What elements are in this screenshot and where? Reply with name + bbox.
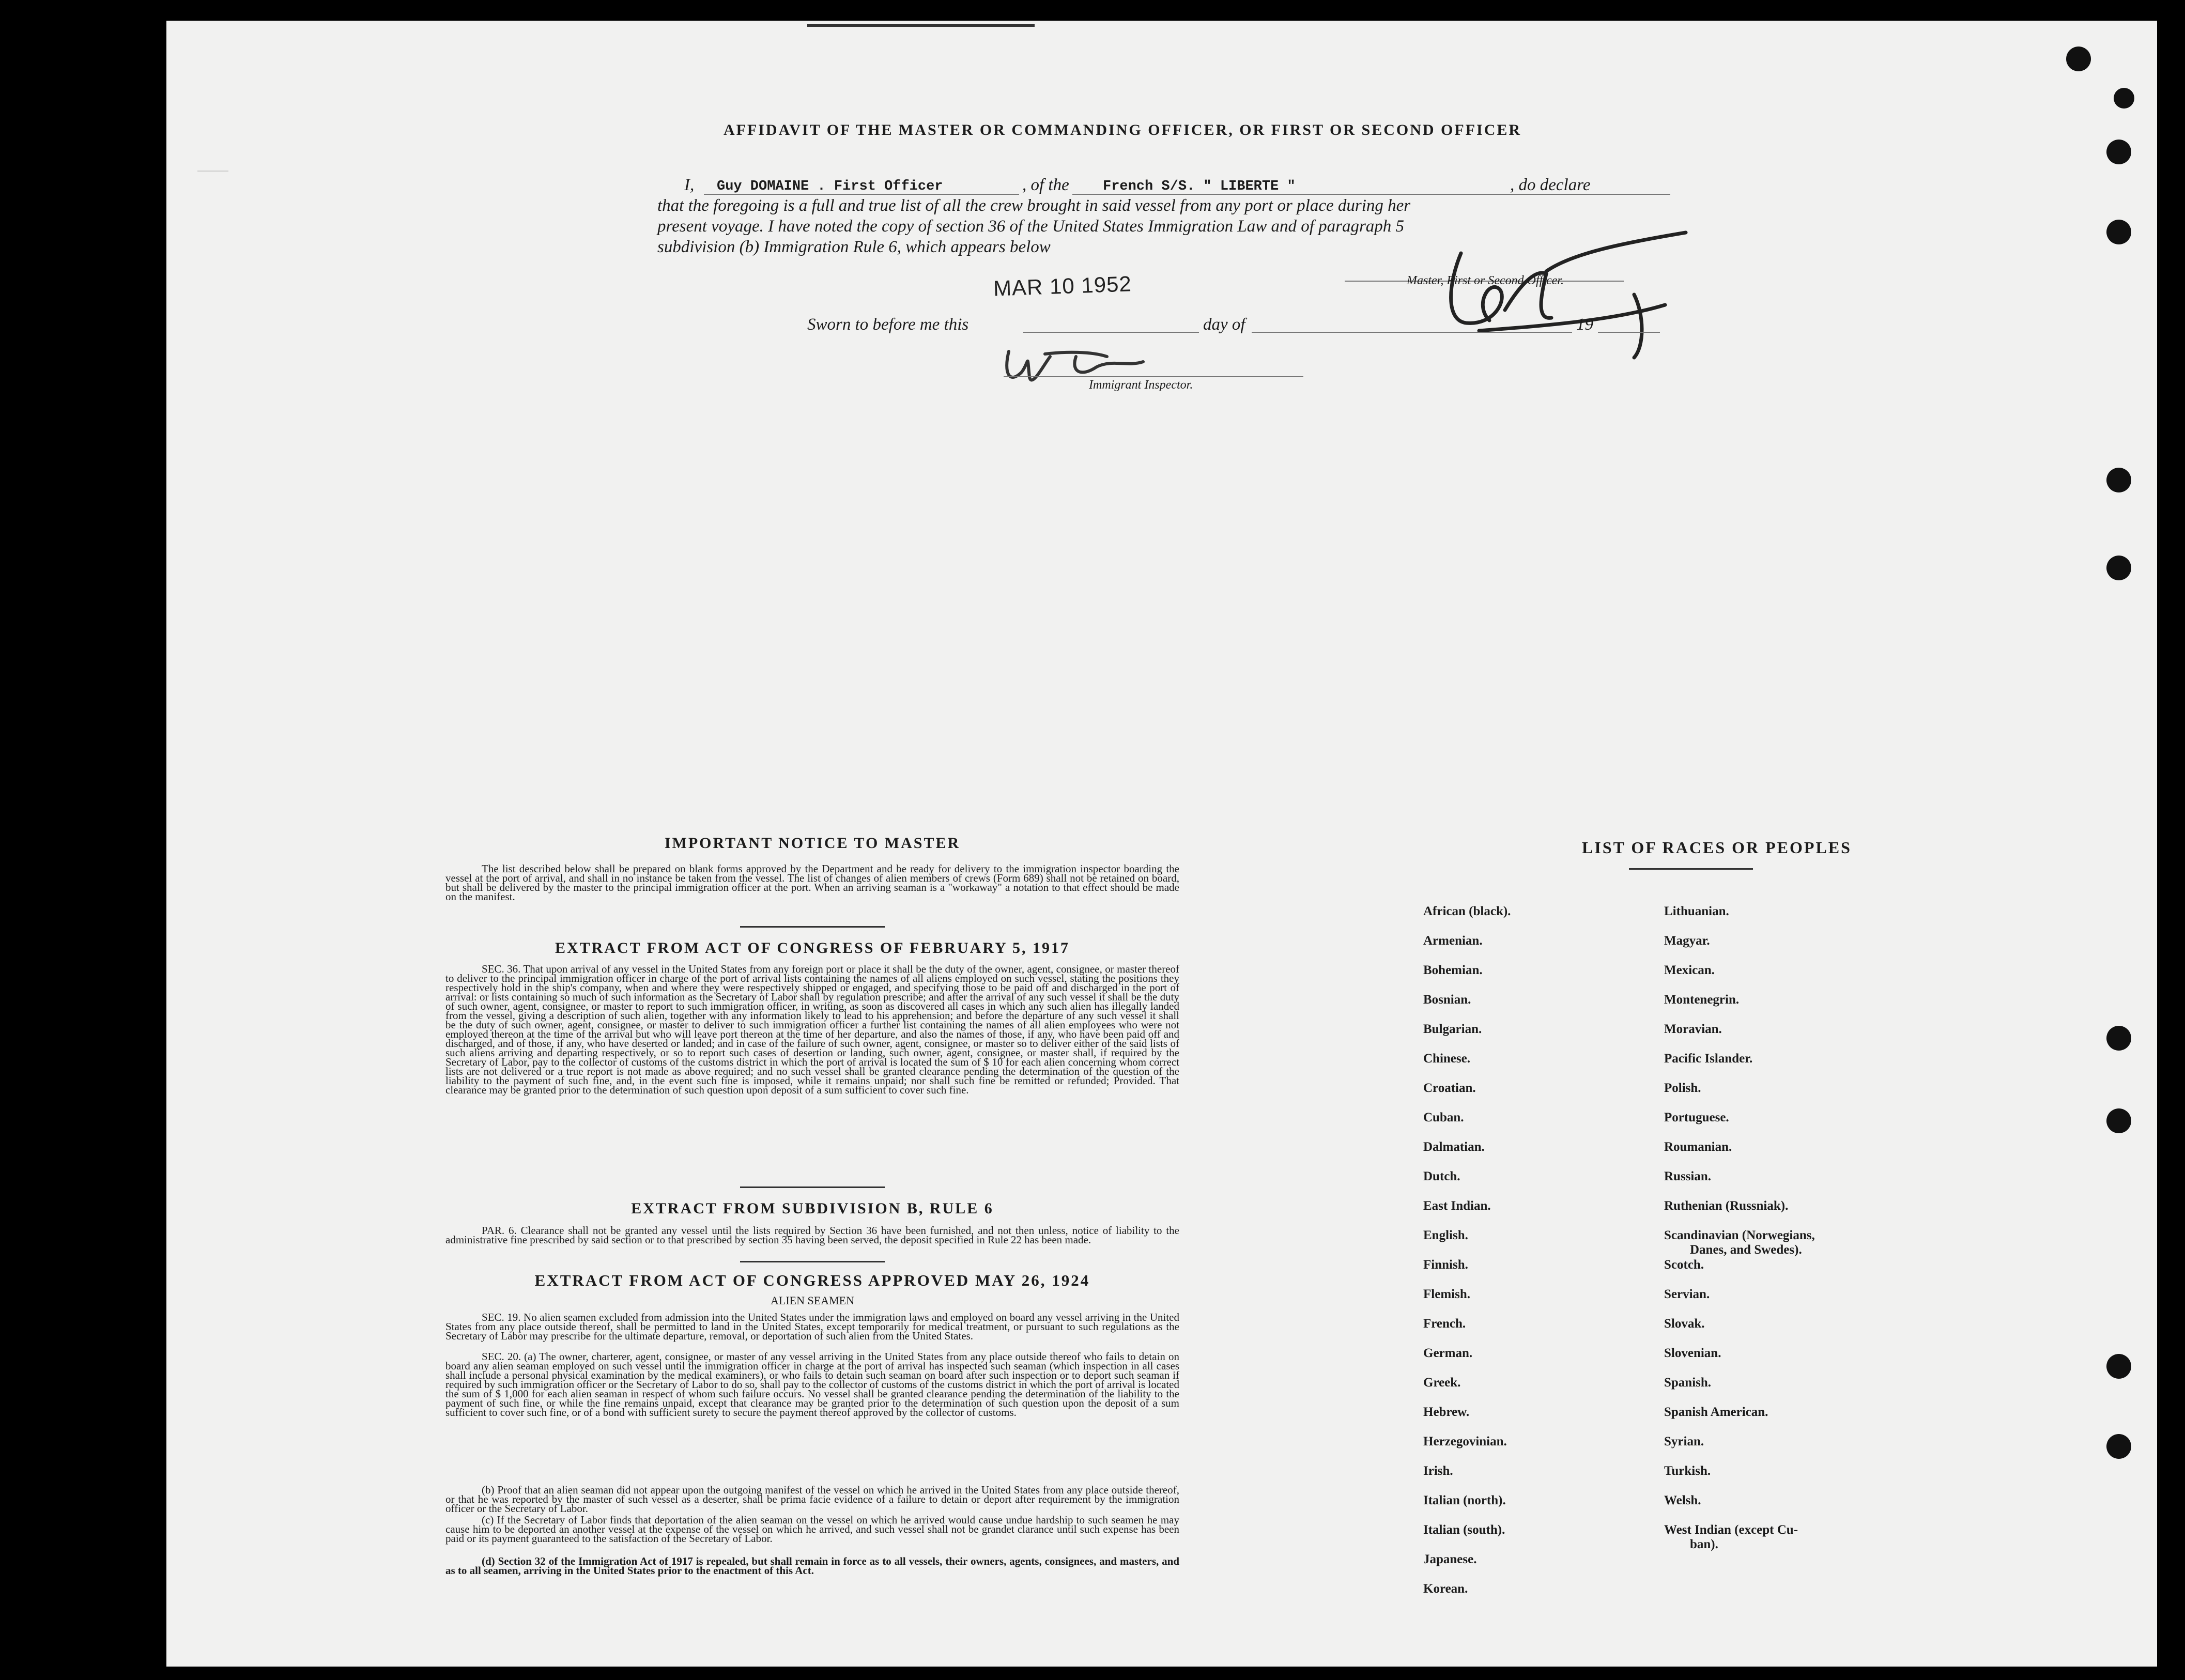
race-item: Hebrew. <box>1423 1405 1470 1419</box>
race-item: Montenegrin. <box>1664 993 1740 1007</box>
punch-hole <box>2106 140 2131 164</box>
race-item: Welsh. <box>1664 1493 1701 1507</box>
race-item: Spanish. <box>1664 1376 1712 1390</box>
punch-hole <box>2114 88 2134 109</box>
race-item: Scandinavian (Norwegians, <box>1664 1228 1815 1242</box>
scan-mark <box>807 24 1035 27</box>
race-item: Greek. <box>1423 1376 1461 1390</box>
alien-seamen-subtitle: ALIEN SEAMEN <box>771 1294 854 1307</box>
race-item: Dutch. <box>1423 1169 1460 1183</box>
declaration-i-label: I, <box>684 176 695 194</box>
sec-19-text: SEC. 19. No alien seamen excluded from admission into the United States under the immigration laws and employed on board any vessel arriving in the United States from any place outside thereof, shall be permitted to land in the United States, except temporarily for medical treatment, or pursuant to such regulations as the Secretary of Labor may prescribe for the ultimate departure, removal, or deportation of such alien from the United States. <box>445 1311 1179 1342</box>
races-title: LIST OF RACES OR PEOPLES <box>1582 838 1852 857</box>
sec-20c-text: (c) If the Secretary of Labor finds that deportation of the alien seaman on the vessel on which he arrived would cause undue hardship to such seamen he may cause him to be deported an another vessel at the expense of the vessel on which he arrived, and such vessel shall not be grandet clarance until such expense has been paid or its payment guaranteed to the satisfaction of the Secretary of Labor. <box>445 1514 1179 1545</box>
race-item: Japanese. <box>1423 1552 1477 1566</box>
inspector-signature-line <box>1004 376 1303 377</box>
race-item: Portuguese. <box>1664 1111 1729 1124</box>
year-label: 19 <box>1576 315 1593 334</box>
officer-signature <box>1417 222 1779 367</box>
extract-rule6-title: EXTRACT FROM SUBDIVISION B, RULE 6 <box>631 1200 994 1217</box>
divider <box>740 1186 885 1188</box>
race-item: Croatian. <box>1423 1081 1476 1095</box>
race-item: Lithuanian. <box>1664 904 1729 918</box>
race-item: African (black). <box>1423 904 1511 918</box>
date-stamp: MAR 10 1952 <box>993 271 1132 301</box>
officer-name-field: Guy DOMAINE . First Officer <box>717 179 943 194</box>
divider <box>1629 868 1753 870</box>
officer-signature-caption: Master, First or Second Officer. <box>1407 274 1564 287</box>
race-item: Bulgarian. <box>1423 1022 1482 1036</box>
declaration-line-3: present voyage. I have noted the copy of section 36 of the United States Immigration Law and of paragraph 5 <box>657 217 1405 236</box>
race-item: French. <box>1423 1317 1466 1331</box>
scan-mark <box>197 171 228 172</box>
race-item: Cuban. <box>1423 1111 1464 1124</box>
race-item: Danes, and Swedes). <box>1690 1243 1802 1257</box>
divider <box>740 926 885 928</box>
race-item: Irish. <box>1423 1464 1453 1478</box>
race-item: Servian. <box>1664 1287 1710 1301</box>
race-item: Mexican. <box>1664 963 1715 977</box>
vessel-name-field: French S/S. " LIBERTE " <box>1103 179 1296 194</box>
sworn-day-line <box>1023 332 1199 333</box>
punch-hole <box>2106 556 2131 580</box>
notice-title: IMPORTANT NOTICE TO MASTER <box>664 835 961 852</box>
inspector-signature-caption: Immigrant Inspector. <box>1089 378 1193 392</box>
race-item: Russian. <box>1664 1169 1712 1183</box>
declaration-line-4: subdivision (b) Immigration Rule 6, which appears below <box>657 238 1051 256</box>
race-item: Spanish American. <box>1664 1405 1768 1419</box>
race-item: East Indian. <box>1423 1199 1491 1213</box>
race-item: Syrian. <box>1664 1435 1704 1448</box>
sworn-label: Sworn to before me this <box>807 315 969 334</box>
sworn-month-line <box>1252 332 1572 333</box>
race-item: Flemish. <box>1423 1287 1470 1301</box>
race-item: Slovak. <box>1664 1317 1705 1331</box>
divider <box>740 1261 885 1262</box>
sec-20a-text: SEC. 20. (a) The owner, charterer, agent, consignee, or master of any vessel arriving in the United States from any place outside thereof who fails to detain on board any alien seaman employed on such vessel until the immigration officer in charge at the port of arrival has inspected such seaman (which inspection in all cases shall include a personal physical examination by the medical examiners), or who fails to detain such seaman on board after such inspection or to deport such seaman if required by such immigration officer or the Secretary of Labor to do so, shall pay to the collector of customs of the customs district in which the port of arrival is located the sum of $ 1,000 for each alien seaman in respect of whom such failure occurs. No vessel shall be granted clearance pending the determination of the liability to the payment of such fine, or while the fine remains unpaid, except that clearance may be granted prior to the determination of such question upon the deposit of a sum sufficient to cover such fine, or of a bond with sufficient surety to secure the payment thereof approved by the collector of customs. <box>445 1350 1179 1419</box>
notice-text: The list described below shall be prepared on blank forms approved by the Department and be ready for delivery to the immigration inspector boarding the vessel at the port of arrival, and shall in no instance be taken from the vessel. The list of changes of alien members of crews (Form 689) shall not be retained on board, but shall be delivered by the master to the principal immigration officer at the port. When an arriving seaman is a "workaway" a notation to that effect should be made on the manifest. <box>445 862 1179 903</box>
race-item: Magyar. <box>1664 934 1710 948</box>
sec-20b-text: (b) Proof that an alien seaman did not appear upon the outgoing manifest of the vessel on which he arrived in the United States from any place outside thereof, or that he was reported by the master of such vessel as a deserter, shall be prima facie evidence of a failure to detain or deport after requirement by the immigration officer or the Secretary of Labor. <box>445 1484 1179 1515</box>
race-item: Scotch. <box>1664 1258 1704 1272</box>
of-the-label: , of the <box>1019 176 1072 195</box>
document-page <box>166 21 2157 1667</box>
day-of-label: day of <box>1203 315 1245 334</box>
do-declare-label: , do declare <box>1510 176 1591 194</box>
punch-hole <box>2106 1026 2131 1051</box>
punch-hole <box>2106 1434 2131 1459</box>
race-item: Moravian. <box>1664 1022 1722 1036</box>
extract-1917-title: EXTRACT FROM ACT OF CONGRESS OF FEBRUARY 5, 1917 <box>555 939 1070 957</box>
race-item: Bosnian. <box>1423 993 1471 1007</box>
race-item: Polish. <box>1664 1081 1701 1095</box>
race-item: Italian (south). <box>1423 1523 1505 1537</box>
punch-hole <box>2106 468 2131 492</box>
affidavit-title: AFFIDAVIT OF THE MASTER OR COMMANDING OFFICER, OR FIRST OR SECOND OFFICER <box>723 121 1522 138</box>
race-item: Korean. <box>1423 1582 1468 1596</box>
sworn-year-line <box>1598 332 1660 333</box>
extract-1924-title: EXTRACT FROM ACT OF CONGRESS APPROVED MAY 26, 1924 <box>534 1271 1090 1289</box>
punch-hole <box>2106 220 2131 244</box>
race-item: Roumanian. <box>1664 1140 1732 1154</box>
race-item: Slovenian. <box>1664 1346 1721 1360</box>
race-item: Chinese. <box>1423 1052 1470 1066</box>
extract-rule6-text: PAR. 6. Clearance shall not be granted any vessel until the lists required by Section 36 have been furnished, and not then unless, notice of liability to the administrative fine prescribed by said section or to that prescribed by section 35 having been served, the deposit specified in Rule 22 has been made. <box>445 1224 1179 1246</box>
race-item: German. <box>1423 1346 1473 1360</box>
race-item: Ruthenian (Russniak). <box>1664 1199 1789 1213</box>
race-item: West Indian (except Cu- <box>1664 1523 1798 1537</box>
punch-hole <box>2106 1108 2131 1133</box>
race-item: Dalmatian. <box>1423 1140 1485 1154</box>
sec-20d-text: (d) Section 32 of the Immigration Act of 1917 is repealed, but shall remain in force as to all vessels, their owners, agents, consignees, and masters, and as to all seamen, arriving in the United States prior to the enactment of this Act. <box>445 1555 1179 1577</box>
race-item: English. <box>1423 1228 1468 1242</box>
declaration-line-2: that the foregoing is a full and true list of all the crew brought in said vessel from any port or place during her <box>657 196 1411 215</box>
race-item: Armenian. <box>1423 934 1483 948</box>
race-item: Turkish. <box>1664 1464 1711 1478</box>
race-item: Bohemian. <box>1423 963 1483 977</box>
punch-hole <box>2106 1354 2131 1379</box>
race-item: ban). <box>1690 1537 1718 1551</box>
extract-1917-text: SEC. 36. That upon arrival of any vessel in the United States from any foreign port or place it shall be the duty of the owner, agent, consignee, or master thereof to deliver to the principal immigration officer in charge of the port of arrival lists containing the names of all aliens employed on such vessel, stating the positions they respectively hold in the ship's company, when and where they were respectively shipped or engaged, and specifying those to be paid off and discharged in the port of arrival: or lists containing so much of such information as the Secretary of Labor shall by regulation prescribe; and after the arrival of any such vessel it shall be the duty of such owner, agent, consignee, or master to report to such immigration officer, in writing, as soon as discovered all cases in which any such alien has illegally landed from the vessel, giving a description of such alien, together with any information likely to lead to his apprehension; and before the departure of any such vessel it shall be the duty of such owner, agent, consignee, or master to deliver to such immigration officer a further list containing the names of all alien employees who were not employed thereon at the time of the arrival but who will leave port thereon at the time of her departure, and also the names of those, if any, who have been paid off and discharged, and of those, if any, who have deserted or landed; and in case of the failure of such owner, agent, consignee, or master so to deliver either of the said lists of such aliens arriving and departing respectively, or so to report such cases of desertion or landing, such owner, agent, consignee, or master shall, if required by the Secretary of Labor, pay to the collector of customs of the customs district in which the port of arrival is located the sum of $ 10 for each alien concerning whom correct lists are not delivered or a true report is not made as above required; and no such vessel shall be granted clearance pending the determination of the question of the liability to the payment of such fine, and, in the event such fine is imposed, while it remains unpaid; nor shall such fine be remitted or refunded; Provided. That clearance may be granted prior to the determination of such question upon deposit of a sum sufficient to cover such fine. <box>445 963 1179 1096</box>
race-item: Finnish. <box>1423 1258 1468 1272</box>
race-item: Pacific Islander. <box>1664 1052 1753 1066</box>
punch-hole <box>2066 47 2091 71</box>
race-item: Herzegovinian. <box>1423 1435 1507 1448</box>
race-item: Italian (north). <box>1423 1493 1506 1507</box>
